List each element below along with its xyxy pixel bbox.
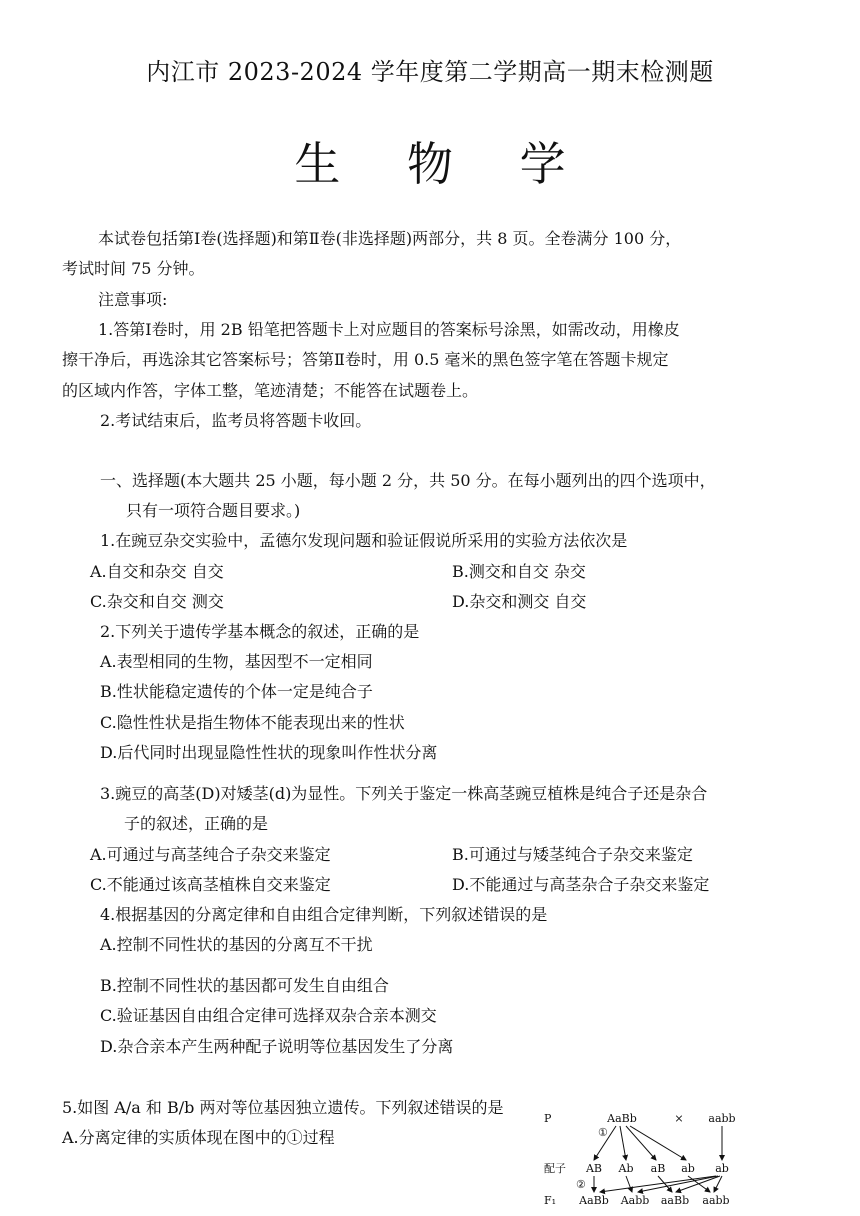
notice-item-1-line-2: 擦干净后，再选涂其它答案标号；答第Ⅱ卷时，用 0.5 毫米的黑色签字笔在答题卡规定 — [62, 350, 669, 369]
gamete-4: ab — [681, 1162, 695, 1175]
genetic-cross-diagram — [540, 1100, 740, 1212]
q3-option-c: C.不能通过该高茎植株自交来鉴定 — [90, 875, 331, 894]
q5-stem: 5.如图 A/a 和 B/b 两对等位基因独立遗传。下列叙述错误的是 — [62, 1098, 504, 1117]
label-p: P — [544, 1112, 552, 1125]
q5-option-a: A.分离定律的实质体现在图中的①过程 — [62, 1128, 335, 1147]
q2-option-d: D.后代同时出现显隐性性状的现象叫作性状分离 — [100, 743, 438, 762]
label-f1: F₁ — [544, 1194, 557, 1207]
q4-option-d: D.杂合亲本产生两种配子说明等位基因发生了分离 — [100, 1037, 454, 1056]
q3-stem-line-1: 3.豌豆的高茎(D)对矮茎(d)为显性。下列关于鉴定一株高茎豌豆植株是纯合子还是杂合 — [100, 784, 708, 803]
offspring-1: AaBb — [579, 1194, 609, 1207]
intro-line-1: 本试卷包括第Ⅰ卷(选择题)和第Ⅱ卷(非选择题)两部分，共 8 页。全卷满分 100 分， — [98, 229, 682, 248]
offspring-4: aabb — [702, 1194, 730, 1207]
q2-stem: 2.下列关于遗传学基本概念的叙述，正确的是 — [100, 622, 420, 641]
label-gamete: 配子 — [544, 1162, 566, 1175]
intro-line-2: 考试时间 75 分钟。 — [62, 259, 205, 278]
q2-option-c: C.隐性性状是指生物体不能表现出来的性状 — [100, 713, 405, 732]
q1-option-d: D.杂交和测交 自交 — [452, 592, 587, 611]
subject-title: 生 物 学 — [294, 137, 592, 191]
section-heading-line-1: 一、选择题(本大题共 25 小题，每小题 2 分，共 50 分。在每小题列出的四个选项中， — [100, 471, 716, 490]
section-heading-line-2: 只有一项符合题目要求。) — [126, 501, 301, 520]
gamete-3: aB — [650, 1162, 666, 1175]
q3-stem-line-2: 子的叙述，正确的是 — [124, 814, 269, 833]
q3-option-b: B.可通过与矮茎纯合子杂交来鉴定 — [452, 845, 693, 864]
gamete-5: ab — [715, 1162, 729, 1175]
q3-option-a: A.可通过与高茎纯合子杂交来鉴定 — [90, 845, 331, 864]
exam-title: 内江市 2023-2024 学年度第二学期高一期末检测题 — [146, 58, 714, 86]
notice-item-2: 2.考试结束后，监考员将答题卡收回。 — [100, 411, 372, 430]
q2-option-a: A.表型相同的生物，基因型不一定相同 — [100, 652, 373, 671]
notice-item-1-line-3: 的区域内作答，字体工整，笔迹清楚；不能答在试题卷上。 — [62, 381, 479, 400]
q1-option-b: B.测交和自交 杂交 — [452, 562, 586, 581]
process-mark-2: ② — [576, 1178, 586, 1191]
cross-symbol: × — [674, 1112, 684, 1125]
q3-option-d: D.不能通过与高茎杂合子杂交来鉴定 — [452, 875, 710, 894]
notice-item-1-line-1: 1.答第Ⅰ卷时，用 2B 铅笔把答题卡上对应题目的答案标号涂黑，如需改动，用橡皮 — [98, 320, 680, 339]
gamete-arrows — [594, 1126, 722, 1160]
q4-stem: 4.根据基因的分离定律和自由组合定律判断，下列叙述错误的是 — [100, 905, 548, 924]
q4-option-c: C.验证基因自由组合定律可选择双杂合亲本测交 — [100, 1006, 437, 1025]
offspring-3: aaBb — [660, 1194, 690, 1207]
parent-2: aabb — [708, 1112, 736, 1125]
gamete-2: Ab — [618, 1162, 634, 1175]
q1-option-a: A.自交和杂交 自交 — [90, 562, 224, 581]
q4-option-b: B.控制不同性状的基因都可发生自由组合 — [100, 976, 389, 995]
q1-option-c: C.杂交和自交 测交 — [90, 592, 224, 611]
gamete-1: AB — [585, 1162, 603, 1175]
parent-1: AaBb — [607, 1112, 637, 1125]
process-mark-1: ① — [598, 1126, 608, 1139]
notice-title: 注意事项: — [98, 290, 168, 309]
q4-option-a: A.控制不同性状的基因的分离互不干扰 — [100, 935, 373, 954]
offspring-2: Aabb — [620, 1194, 650, 1207]
q1-stem: 1.在豌豆杂交实验中，孟德尔发现问题和验证假说所采用的实验方法依次是 — [100, 531, 628, 550]
q2-option-b: B.性状能稳定遗传的个体一定是纯合子 — [100, 682, 373, 701]
fertilization-arrows — [594, 1176, 722, 1192]
